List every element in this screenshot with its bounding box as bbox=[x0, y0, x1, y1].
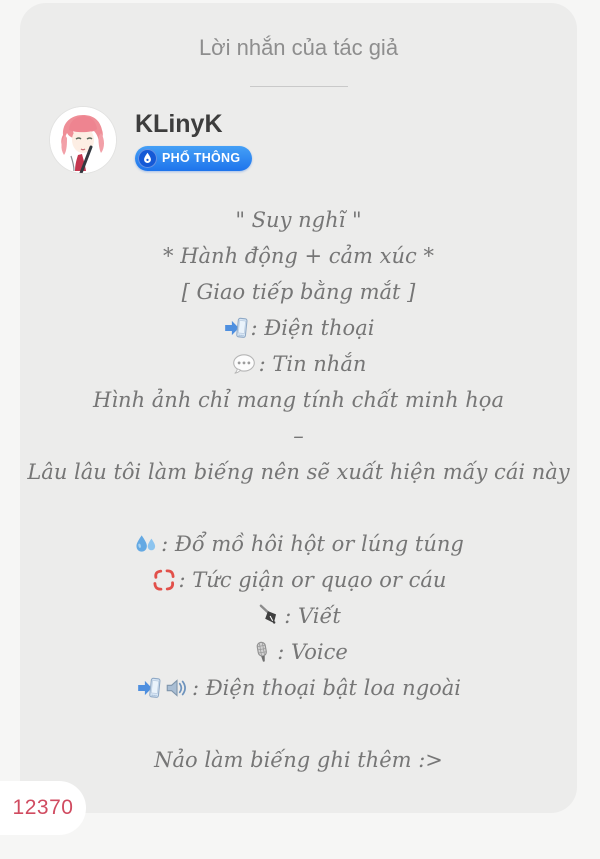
author-name[interactable]: KLinyK bbox=[135, 110, 223, 138]
author-row bbox=[50, 107, 577, 173]
message-line bbox=[20, 598, 577, 634]
message-line-text: : Điện thoại bật loa ngoài bbox=[191, 676, 462, 700]
message-line bbox=[20, 490, 577, 526]
author-avatar[interactable] bbox=[50, 107, 116, 173]
message-line-text: : Voice bbox=[277, 640, 348, 664]
pen-nib-icon bbox=[256, 603, 282, 629]
author-rank-badge[interactable] bbox=[135, 146, 252, 171]
title-divider bbox=[250, 86, 348, 87]
message-line-text: : Tin nhắn bbox=[258, 352, 367, 376]
message-line bbox=[20, 382, 577, 418]
message-lines bbox=[20, 202, 577, 778]
message-line-text: : Viết bbox=[284, 604, 341, 628]
phone-arrow-icon bbox=[136, 675, 162, 701]
message-line-text: " Suy nghĩ " bbox=[235, 208, 362, 232]
phone-arrow-icon bbox=[223, 315, 249, 341]
message-line bbox=[20, 238, 577, 274]
message-line-text: * Hành động + cảm xúc * bbox=[163, 244, 434, 268]
author-avatar-image bbox=[50, 107, 116, 173]
message-line bbox=[20, 634, 577, 670]
badge-pen-icon bbox=[138, 149, 157, 168]
chapter-number-pill[interactable] bbox=[0, 781, 86, 835]
anger-symbol-icon bbox=[151, 567, 177, 593]
message-line bbox=[20, 706, 577, 742]
message-line bbox=[20, 346, 577, 382]
message-line-text: – bbox=[293, 424, 304, 448]
message-line-text: : Đổ mồ hôi hột or lúng túng bbox=[161, 532, 464, 556]
message-line bbox=[20, 526, 577, 562]
message-line bbox=[20, 670, 577, 706]
sweat-droplets-icon bbox=[133, 531, 159, 557]
author-meta bbox=[135, 107, 252, 171]
message-line-text: Hình ảnh chỉ mang tính chất minh họa bbox=[93, 388, 504, 412]
message-line-text: [ Giao tiếp bằng mắt ] bbox=[181, 280, 416, 304]
message-line bbox=[20, 454, 577, 490]
author-note-card bbox=[20, 3, 577, 813]
message-line-text: : Điện thoại bbox=[250, 316, 375, 340]
microphone-icon bbox=[249, 639, 275, 665]
badge-label: PHỔ THÔNG bbox=[162, 150, 241, 165]
message-line bbox=[20, 310, 577, 346]
message-line bbox=[20, 202, 577, 238]
speaker-icon bbox=[164, 675, 190, 701]
message-line-text: : Tức giận or quạo or cáu bbox=[178, 568, 447, 592]
message-line bbox=[20, 562, 577, 598]
speech-balloon-icon bbox=[231, 351, 257, 377]
message-line bbox=[20, 742, 577, 778]
message-line-text: Nảo làm biếng ghi thêm :> bbox=[154, 748, 443, 772]
message-line bbox=[20, 274, 577, 310]
message-line bbox=[20, 418, 577, 454]
message-line-text: Lâu lâu tôi làm biếng nên sẽ xuất hiện mấy cái này bbox=[27, 460, 570, 484]
chapter-number: 12370 bbox=[12, 796, 74, 819]
page-title: Lời nhắn của tác giả bbox=[198, 35, 399, 60]
